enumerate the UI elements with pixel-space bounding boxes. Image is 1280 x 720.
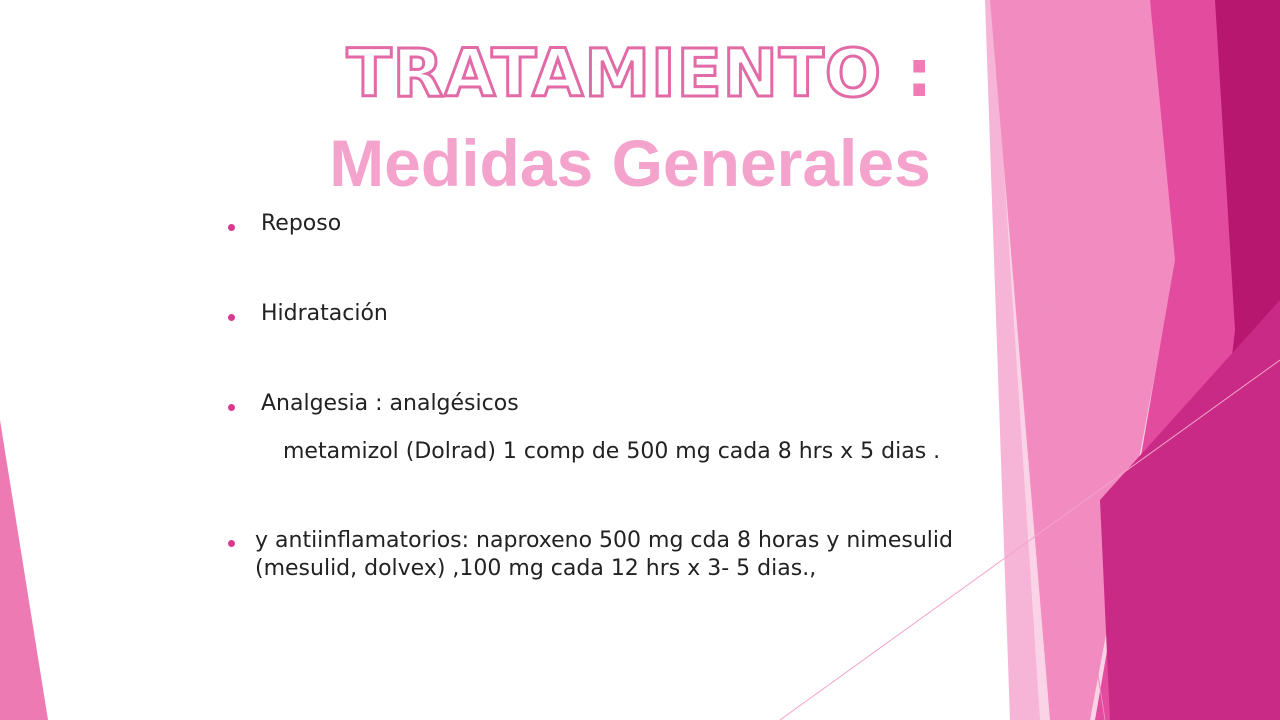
bullet-dot	[228, 540, 235, 547]
bullet-hidratacion: Hidratación	[261, 301, 388, 326]
left-pink-wedge	[0, 420, 48, 720]
title-colon: :	[906, 35, 934, 112]
slide-subtitle: Medidas Generales	[329, 126, 931, 200]
bullet-reposo: Reposo	[261, 211, 342, 236]
title-main: TRATAMIENTO	[346, 35, 883, 112]
slide-title	[340, 36, 940, 112]
bullet-antiinflamatorios: y antiinflamatorios: naproxeno 500 mg cda 8 horas y nimesulid (mesulid, dolvex) ,100 mg cada 12 hrs x 3- 5 dias.,	[255, 528, 953, 581]
bullet-dot	[228, 404, 235, 411]
bullet-dot	[228, 314, 235, 321]
metamizol-line: metamizol (Dolrad) 1 comp de 500 mg cada 8 hrs x 5 dias .	[283, 439, 941, 464]
bullet-analgesia: Analgesia : analgésicos	[261, 391, 519, 416]
bullet-dot	[228, 224, 235, 231]
